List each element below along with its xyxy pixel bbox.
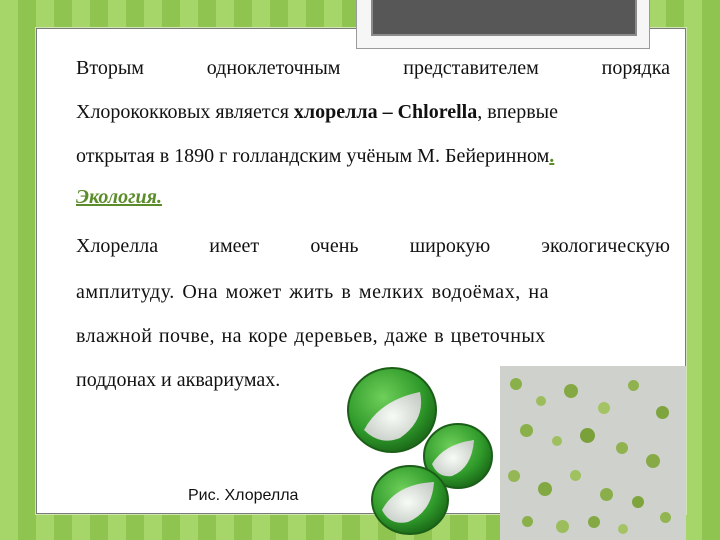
cell-dot (598, 402, 610, 414)
word: имеет (209, 235, 260, 257)
cell-dot (660, 512, 671, 523)
slide-tab-inner (371, 0, 637, 36)
cell-1 (348, 368, 436, 452)
paragraph1-line2 (76, 100, 670, 124)
slide-tab-decoration (356, 0, 650, 49)
chlorella-bold: хлорелла – Chlorella (293, 101, 478, 123)
word: очень (310, 235, 359, 257)
chlorella-micrograph (500, 366, 686, 540)
cell-dot (508, 470, 520, 482)
cell-3 (372, 466, 448, 534)
word: представителем (403, 57, 539, 79)
cell-dot (520, 424, 533, 437)
paragraph2-line1 (76, 234, 670, 258)
cell-dot (646, 454, 660, 468)
cell-dot (556, 520, 569, 533)
paragraph1-line3 (76, 144, 670, 168)
paragraph1-line1 (76, 56, 670, 80)
cell-dot (522, 516, 533, 527)
ecology-heading: Экология. (76, 186, 162, 208)
cell-dot (580, 428, 595, 443)
cell-dot (632, 496, 644, 508)
period-underlined: . (549, 145, 555, 167)
text-segment: Хлорококковых является (76, 101, 294, 123)
word: экологическую (541, 235, 670, 257)
word: порядка (601, 57, 670, 79)
word: одноклеточным (206, 57, 341, 79)
cell-dot (538, 482, 552, 496)
paragraph2-line2: амплитуду. Она может жить в мелких водоёмах, на (76, 281, 550, 303)
chlorella-cells-illustration (340, 360, 500, 540)
figure-caption: Рис. Хлорелла (188, 487, 299, 504)
cell-dot (588, 516, 600, 528)
cell-dot (552, 436, 562, 446)
cell-dot (616, 442, 628, 454)
text-segment: открытая в 1890 г голландским учёным М. Бейеринном (76, 145, 550, 167)
cell-dot (510, 378, 522, 390)
text-segment: , впервые (477, 101, 558, 123)
paragraph2-line4: поддонах и аквариумах. (76, 369, 281, 391)
cell-dot (628, 380, 639, 391)
word: широкую (409, 235, 491, 257)
cell-dot (570, 470, 581, 481)
cell-dot (600, 488, 613, 501)
word: Вторым (76, 57, 144, 79)
word: Хлорелла (76, 235, 159, 257)
cell-dot (618, 524, 628, 534)
paragraph2-line3: влажной почве, на коре деревьев, даже в цветочных (76, 325, 546, 347)
cell-dot (536, 396, 546, 406)
cell-dot (656, 406, 669, 419)
cell-dot (564, 384, 578, 398)
